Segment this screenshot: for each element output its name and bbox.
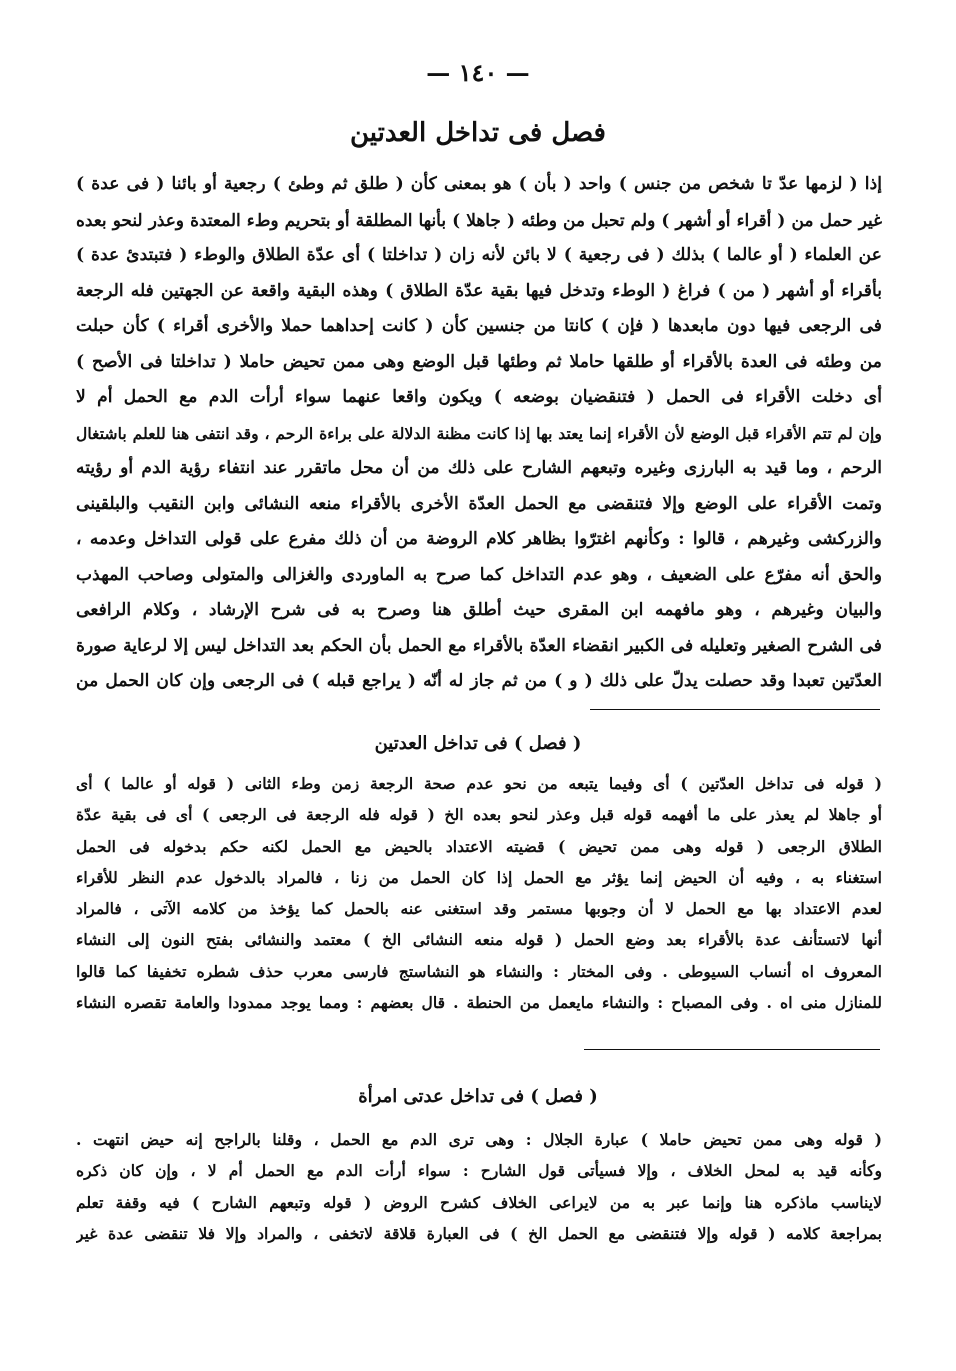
commentary-line: الطلاق الرجعى ( قوله وهى ممن تحيض ) قضيته الاعتداد بالحيض مع الحمل لكنه حكم بدخوله فى الحمل <box>76 836 882 856</box>
main-text-line: فى الرجعى فيها دون مابعدها ( فإن ) كانتا من جنسين كأن ( كانت إحداهما حملا والأخرى أقراء ) كأن حبلت <box>76 316 882 336</box>
commentary-heading: ( فصل ) فى تداخل عدتى امرأة <box>358 1086 598 1107</box>
main-text-line: والزركشى وغيرهم ، قالوا : وكأنهم اغترّوا بظاهر كلام الروضة من أن ذلك مفرع على قولى التداخل وعدمه ، <box>76 529 882 549</box>
main-text-line: بأقراء أو أشهر ( من ) فراغ ( الوطء وتدخل فيها بقية عدّة الطلاق ) وهذه البقية واقعة عن الجهتين فله الرجعة <box>76 280 882 301</box>
main-text-line: الرحم ، وما قيد به البارزى وغيره وتبعهم الشارح على ذلك من أن محل ماتقرر عند انتفاء رؤية الدم أو رؤيته <box>76 458 882 478</box>
main-text-line: فى الشرح الصغير وتعليله فى الكبير انقضاء العدّة بالأقراء مع الحمل بأن الحكم بعد التداخل ليس إلا لرعاية صورة <box>76 635 882 656</box>
page-number: — ١٤٠ — <box>426 58 530 87</box>
main-text-line: وتمت الأقراء على الوضع وإلا فتنقضى مع الحمل العدّة الأخرى بالأقراء منعه النشائى وابن النقيب والبلقينى <box>76 493 882 514</box>
commentary-line: لعدم الاعتداد بها مع الحمل لا أن وجوبها مستمر وقد استغنى عنه بالحمل كما يؤخذ من كلامه الآتى ، فالمراد <box>76 899 882 919</box>
main-text-line: والبيان وغيرهم ، وهو مافهمه ابن المقرى حيث أطلق هنا وصرح به فى شرح الإرشاد ، وكلام الرافعى <box>76 600 882 620</box>
main-section-heading: فصل فى تداخل العدتين <box>349 118 606 148</box>
commentary-line: المعروف اه أنساب السيوطى . وفى المختار : والنشاء هو النشاستج فارسى معرب حذف شطره تخفيفا كما قالوا <box>76 961 882 981</box>
main-text-line: وإن لم تتم الأقراء قبل الوضع لأن الأقراء إنما يعتد بها إذا كانت مظنة الدلالة على براءة الرحم ، وقد انتفى هنا للعلم باشتغال <box>76 423 882 443</box>
main-text-line: من وطئه فى العدة بالأقراء أو طلقها حاملا ثم وطئها قبل الوضع وهى ممن تحيض حاملا ( تداخلتا فى الأصح ) <box>76 351 882 372</box>
commentary-line: وكأنه قيد به لمحل الخلاف ، وإلا فسيأتى قول الشارح : سواء أرأت الدم مع الحمل أم لا ، وإن كان ذكره <box>76 1161 882 1181</box>
commentary-line: أو جاهلا لم يعذر على ما أفهمه قوله قبل وعذر لنحو بعده الخ ( قوله فله الرجعة فى الرجعى ) أى فى بقية عدّة <box>76 805 882 825</box>
main-text-line: إذا ( لزمها عدّ تا شخص من جنس ) واحد ( بأن ) هو بمعنى كأن ( طلق ثم وطئ ) رجعية أو بائنا ( فى عدة ) <box>76 174 882 194</box>
commentary-line: ( قوله فى تداخل العدّتين ) أى وفيما يتبعه من نحو عدم صحة الرجعة زمن وطء الثانى ( قوله أو عالما ) أى <box>76 774 882 793</box>
main-text-line: والحق أنه مفرّع على الضعيف ، وهو عدم التداخل كما صرح به الماوردى والغزالى والمتولى وصاحب المهذب <box>76 564 882 585</box>
commentary-heading: ( فصل ) فى تداخل العدتين <box>374 733 582 754</box>
commentary-line: استغناء به ، وفيه أن الحيض إنما يؤثر مع الحمل إذا كان الحمل من زنا ، فالمراد بالدخول عدم النظر للأقراء <box>76 867 882 887</box>
main-text-line: غير حمل من ( أقراء أو أشهر ) ولم تحبل من وطئه ( جاهلا ) بأنها المطلقة أو بتحريم وطء المعتدة وعذر لنحو بعده <box>76 209 882 230</box>
main-text-line: العدّتين تعبدا وقد حصلت يدلّ على ذلك ( و ) من ثم جاز له أنّه ( يراجع قبله ) فى الرجعى وإن كان الحمل من <box>76 671 882 691</box>
commentary-line: أنها لاتستأنف عدة بالأقراء بعد وضع الحمل ( قوله منعه النشائى الخ ) معتمد والنشائى بفتح النون إلى النشاء <box>76 930 882 950</box>
commentary-line: للمنازل منى اه . وفى المصباح : والنشاء مايعمل من الحنطة . قال بعضهم : ومما يوجد ممدودا والعامة تقصره النشاء <box>76 993 882 1013</box>
main-text-line: عن العلماء ( أو عالما ) بذلك ( فى رجعية ) لا بائن لأنه زان ( تداخلتا ) أى عدّة الطلاق والوطء ( فتبتدئ عدة ) <box>76 245 882 265</box>
main-text-line: أى دخلت الأقراء فى الحمل ( فتنقضيان بوضعه ) ويكون واقعا عنهما سواء أرأت الدم مع الحمل أم لا <box>76 387 882 407</box>
commentary-divider <box>584 1049 880 1050</box>
commentary-line: بمراجعة كلامه ( قوله وإلا فتنقضى مع الحمل الخ ) فى العبارة قلاقة لاتخفى ، والمراد وإلا فلا تنقضى عدة غير <box>76 1223 882 1243</box>
main-text-block <box>76 167 882 700</box>
commentary-block <box>76 1124 882 1249</box>
commentary-line: ( قوله وهى ممن تحيض حاملا ) عبارة الجلال : وهى ترى الدم مع الحمل ، وقلنا بالراجح إنه حيض انتهت . <box>76 1130 882 1149</box>
commentary-line: لايناسب ماذكره هنا وإنما عبر به من لايراعى الخلاف كشرح الروض ( قوله وتبعهم الشارح ) فيه وقفة تعلم <box>76 1192 882 1212</box>
commentary-block <box>76 768 882 1018</box>
commentary-divider <box>590 709 880 710</box>
